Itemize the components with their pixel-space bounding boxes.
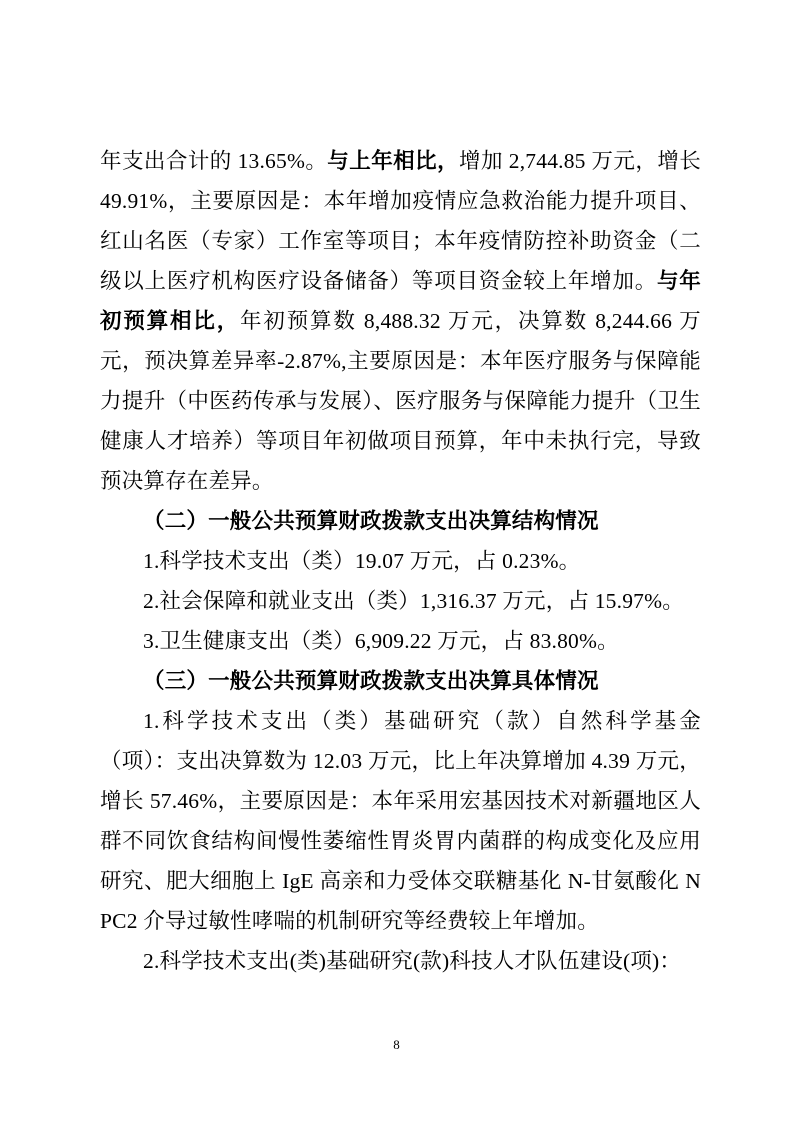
paragraph: [100, 541, 701, 581]
paragraph: [100, 701, 701, 941]
text-run: 2.社会保障和就业支出（类）1,316.37 万元，占 15.97%。: [143, 589, 684, 613]
bold-text-run: （二）一般公共预算财政拨款支出决算结构情况: [143, 509, 599, 533]
section-heading: [100, 661, 701, 701]
bold-text-run: 与上年相比，: [327, 149, 460, 173]
page-number: 8: [393, 1037, 400, 1052]
text-run: 年支出合计的 13.65%。: [100, 149, 328, 173]
text-run: 增加 2,744.85 万元，增长 49.91%，主要原因是：本年增加疫情应急救治能力提升项目、红山名医（专家）工作室等项目；本年疫情防控补助资金（二级以上医疗机构医疗设备储备）等项目资金较上年增加。: [100, 149, 701, 293]
paragraph: [100, 621, 701, 661]
text-run: 年初预算数 8,488.32 万元，决算数 8,244.66 万元，预决算差异率-2.87%,主要原因是：本年医疗服务与保障能力提升（中医药传承与发展）、医疗服务与保障能力提升（卫生健康人才培养）等项目年初做项目预算，年中未执行完，导致预决算存在差异。: [100, 309, 701, 493]
paragraph: [100, 941, 701, 981]
text-run: 1.科学技术支出（类）19.07 万元，占 0.23%。: [143, 549, 581, 573]
bold-text-run: 与年初预算相比，: [100, 269, 701, 333]
paragraph: [100, 581, 701, 621]
paragraph: [100, 141, 701, 501]
section-heading: [100, 501, 701, 541]
text-run: 1.科学技术支出（类）基础研究（款）自然科学基金（项）：支出决算数为 12.03 万元，比上年决算增加 4.39 万元，增长 57.46%，主要原因是：本年采用宏基因技术对新疆地区人群不同饮食结构间慢性萎缩性胃炎胃内菌群的构成变化及应用研究、肥大细胞上 IgE 高亲和力受体交联糖基化 N-甘氨酸化 NPC2 介导过敏性哮喘的机制研究等经费较上年增加。: [100, 709, 701, 933]
text-run: 2.科学技术支出(类)基础研究(款)科技人才队伍建设(项)：: [143, 949, 682, 973]
bold-text-run: （三）一般公共预算财政拨款支出决算具体情况: [143, 669, 599, 693]
text-run: 3.卫生健康支出（类）6,909.22 万元，占 83.80%。: [143, 629, 619, 653]
document-body: [100, 141, 701, 981]
